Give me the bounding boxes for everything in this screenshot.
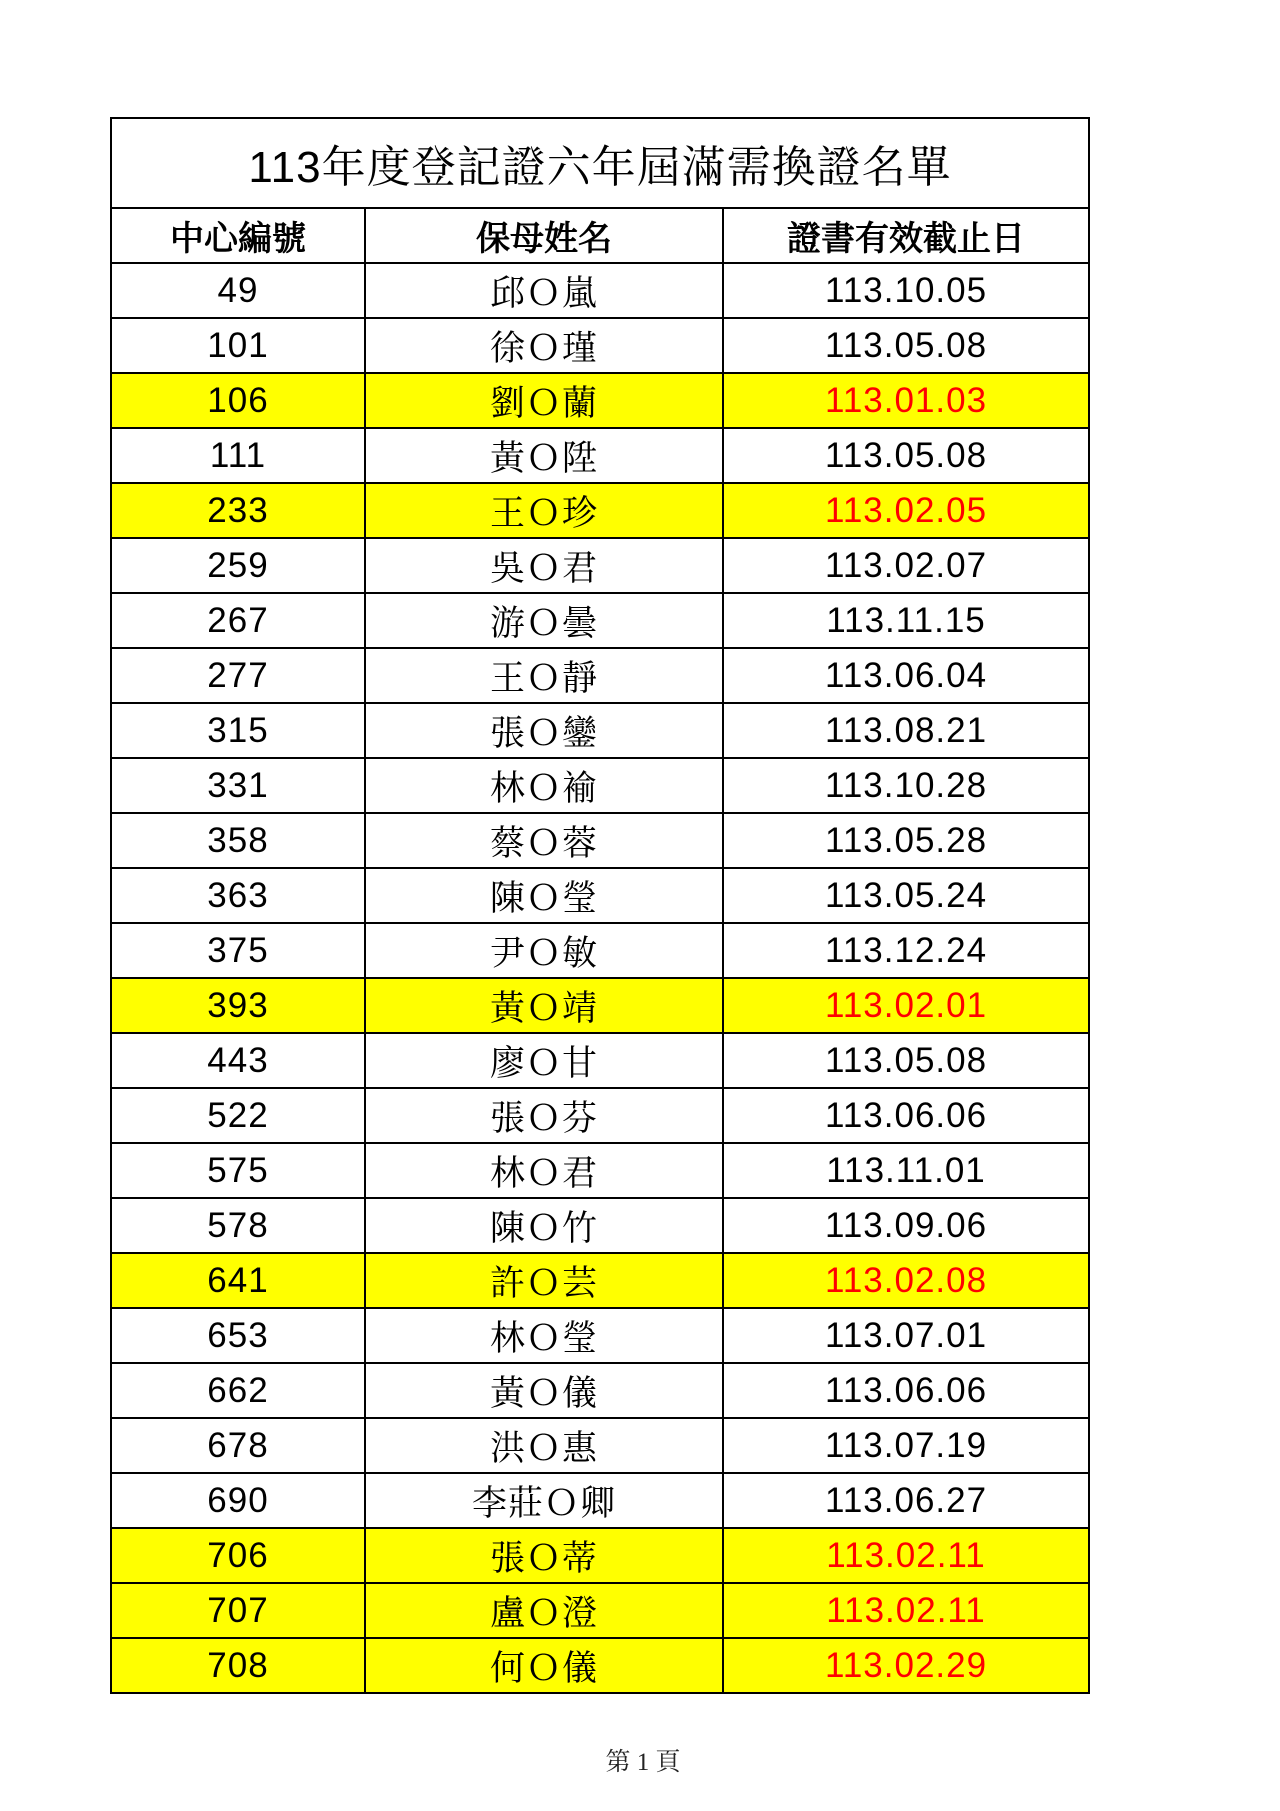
caregiver-name-cell: 王Ｏ珍 [365,483,723,538]
expiry-date-cell: 113.08.21 [723,703,1089,758]
expiry-date-cell: 113.07.01 [723,1308,1089,1363]
table-row [111,428,1089,483]
caregiver-name-cell: 林Ｏ君 [365,1143,723,1198]
caregiver-name-cell: 尹Ｏ敏 [365,923,723,978]
expiry-date-cell: 113.02.07 [723,538,1089,593]
caregiver-name-cell: 邱Ｏ嵐 [365,263,723,318]
table-row [111,703,1089,758]
expiry-date-cell: 113.05.24 [723,868,1089,923]
table-row [111,1033,1089,1088]
center-id-cell: 641 [111,1253,365,1308]
table-row [111,1583,1089,1638]
expiry-date-cell: 113.05.08 [723,318,1089,373]
expiry-date-cell: 113.10.05 [723,263,1089,318]
center-id-cell: 358 [111,813,365,868]
center-id-cell: 267 [111,593,365,648]
table-row [111,648,1089,703]
table-row [111,813,1089,868]
expiry-date-cell: 113.06.06 [723,1363,1089,1418]
table-body [111,263,1089,1693]
expiry-date-cell: 113.02.29 [723,1638,1089,1693]
caregiver-name-cell: 盧Ｏ澄 [365,1583,723,1638]
page-number: 第 1 頁 [605,1749,681,1776]
caregiver-name-cell: 黃Ｏ儀 [365,1363,723,1418]
table-row [111,1253,1089,1308]
caregiver-name-cell: 廖Ｏ甘 [365,1033,723,1088]
expiry-date-cell: 113.05.28 [723,813,1089,868]
expiry-date-cell: 113.12.24 [723,923,1089,978]
expiry-date-cell: 113.06.04 [723,648,1089,703]
table-row [111,978,1089,1033]
center-id-cell: 707 [111,1583,365,1638]
caregiver-name-cell: 李莊Ｏ卿 [365,1473,723,1528]
center-id-cell: 393 [111,978,365,1033]
caregiver-name-cell: 劉Ｏ蘭 [365,373,723,428]
table-row [111,1473,1089,1528]
expiry-date-cell: 113.06.27 [723,1473,1089,1528]
table-row [111,593,1089,648]
center-id-cell: 106 [111,373,365,428]
center-id-cell: 375 [111,923,365,978]
center-id-cell: 259 [111,538,365,593]
header-caregiver-name: 保母姓名 [365,208,723,263]
expiry-date-cell: 113.05.08 [723,428,1089,483]
table-row [111,318,1089,373]
center-id-cell: 101 [111,318,365,373]
caregiver-name-cell: 陳Ｏ瑩 [365,868,723,923]
table-row [111,868,1089,923]
expiry-date-cell: 113.09.06 [723,1198,1089,1253]
table-row [111,1143,1089,1198]
center-id-cell: 363 [111,868,365,923]
caregiver-name-cell: 吳Ｏ君 [365,538,723,593]
caregiver-name-cell: 蔡Ｏ蓉 [365,813,723,868]
expiry-date-cell: 113.01.03 [723,373,1089,428]
caregiver-name-cell: 許Ｏ芸 [365,1253,723,1308]
expiry-date-cell: 113.10.28 [723,758,1089,813]
expiry-date-cell: 113.02.05 [723,483,1089,538]
expiry-date-cell: 113.02.11 [723,1583,1089,1638]
header-center-id: 中心編號 [111,208,365,263]
expiry-date-cell: 113.02.01 [723,978,1089,1033]
document-page-content [110,117,1088,1694]
header-expiry-date: 證書有效截止日 [723,208,1089,263]
table-row [111,758,1089,813]
table-row [111,1638,1089,1693]
center-id-cell: 315 [111,703,365,758]
header-row [111,208,1089,263]
center-id-cell: 522 [111,1088,365,1143]
expiry-date-cell: 113.02.08 [723,1253,1089,1308]
table-row [111,1418,1089,1473]
center-id-cell: 277 [111,648,365,703]
center-id-cell: 49 [111,263,365,318]
expiry-date-cell: 113.11.01 [723,1143,1089,1198]
center-id-cell: 233 [111,483,365,538]
table-title: 113年度登記證六年屆滿需換證名單 [111,118,1089,208]
caregiver-name-cell: 何Ｏ儀 [365,1638,723,1693]
table-row [111,373,1089,428]
caregiver-name-cell: 洪Ｏ惠 [365,1418,723,1473]
caregiver-name-cell: 林Ｏ瑩 [365,1308,723,1363]
center-id-cell: 678 [111,1418,365,1473]
table-row [111,483,1089,538]
caregiver-name-cell: 陳Ｏ竹 [365,1198,723,1253]
caregiver-name-cell: 林Ｏ褕 [365,758,723,813]
caregiver-name-cell: 黃Ｏ靖 [365,978,723,1033]
caregiver-name-cell: 徐Ｏ瑾 [365,318,723,373]
expiry-date-cell: 113.11.15 [723,593,1089,648]
expiry-date-cell: 113.05.08 [723,1033,1089,1088]
center-id-cell: 575 [111,1143,365,1198]
expiry-date-cell: 113.02.11 [723,1528,1089,1583]
renewal-list-table [110,117,1090,1694]
expiry-date-cell: 113.06.06 [723,1088,1089,1143]
center-id-cell: 706 [111,1528,365,1583]
caregiver-name-cell: 王Ｏ靜 [365,648,723,703]
center-id-cell: 653 [111,1308,365,1363]
table-row [111,1088,1089,1143]
table-row [111,538,1089,593]
center-id-cell: 111 [111,428,365,483]
caregiver-name-cell: 張Ｏ蒂 [365,1528,723,1583]
table-row [111,1528,1089,1583]
table-row [111,1308,1089,1363]
caregiver-name-cell: 游Ｏ曇 [365,593,723,648]
title-row [111,118,1089,208]
center-id-cell: 578 [111,1198,365,1253]
center-id-cell: 331 [111,758,365,813]
caregiver-name-cell: 張Ｏ芬 [365,1088,723,1143]
expiry-date-cell: 113.07.19 [723,1418,1089,1473]
center-id-cell: 662 [111,1363,365,1418]
caregiver-name-cell: 張Ｏ鑾 [365,703,723,758]
table-row [111,1363,1089,1418]
center-id-cell: 443 [111,1033,365,1088]
center-id-cell: 708 [111,1638,365,1693]
center-id-cell: 690 [111,1473,365,1528]
table-row [111,923,1089,978]
table-row [111,1198,1089,1253]
caregiver-name-cell: 黃Ｏ陞 [365,428,723,483]
table-row [111,263,1089,318]
